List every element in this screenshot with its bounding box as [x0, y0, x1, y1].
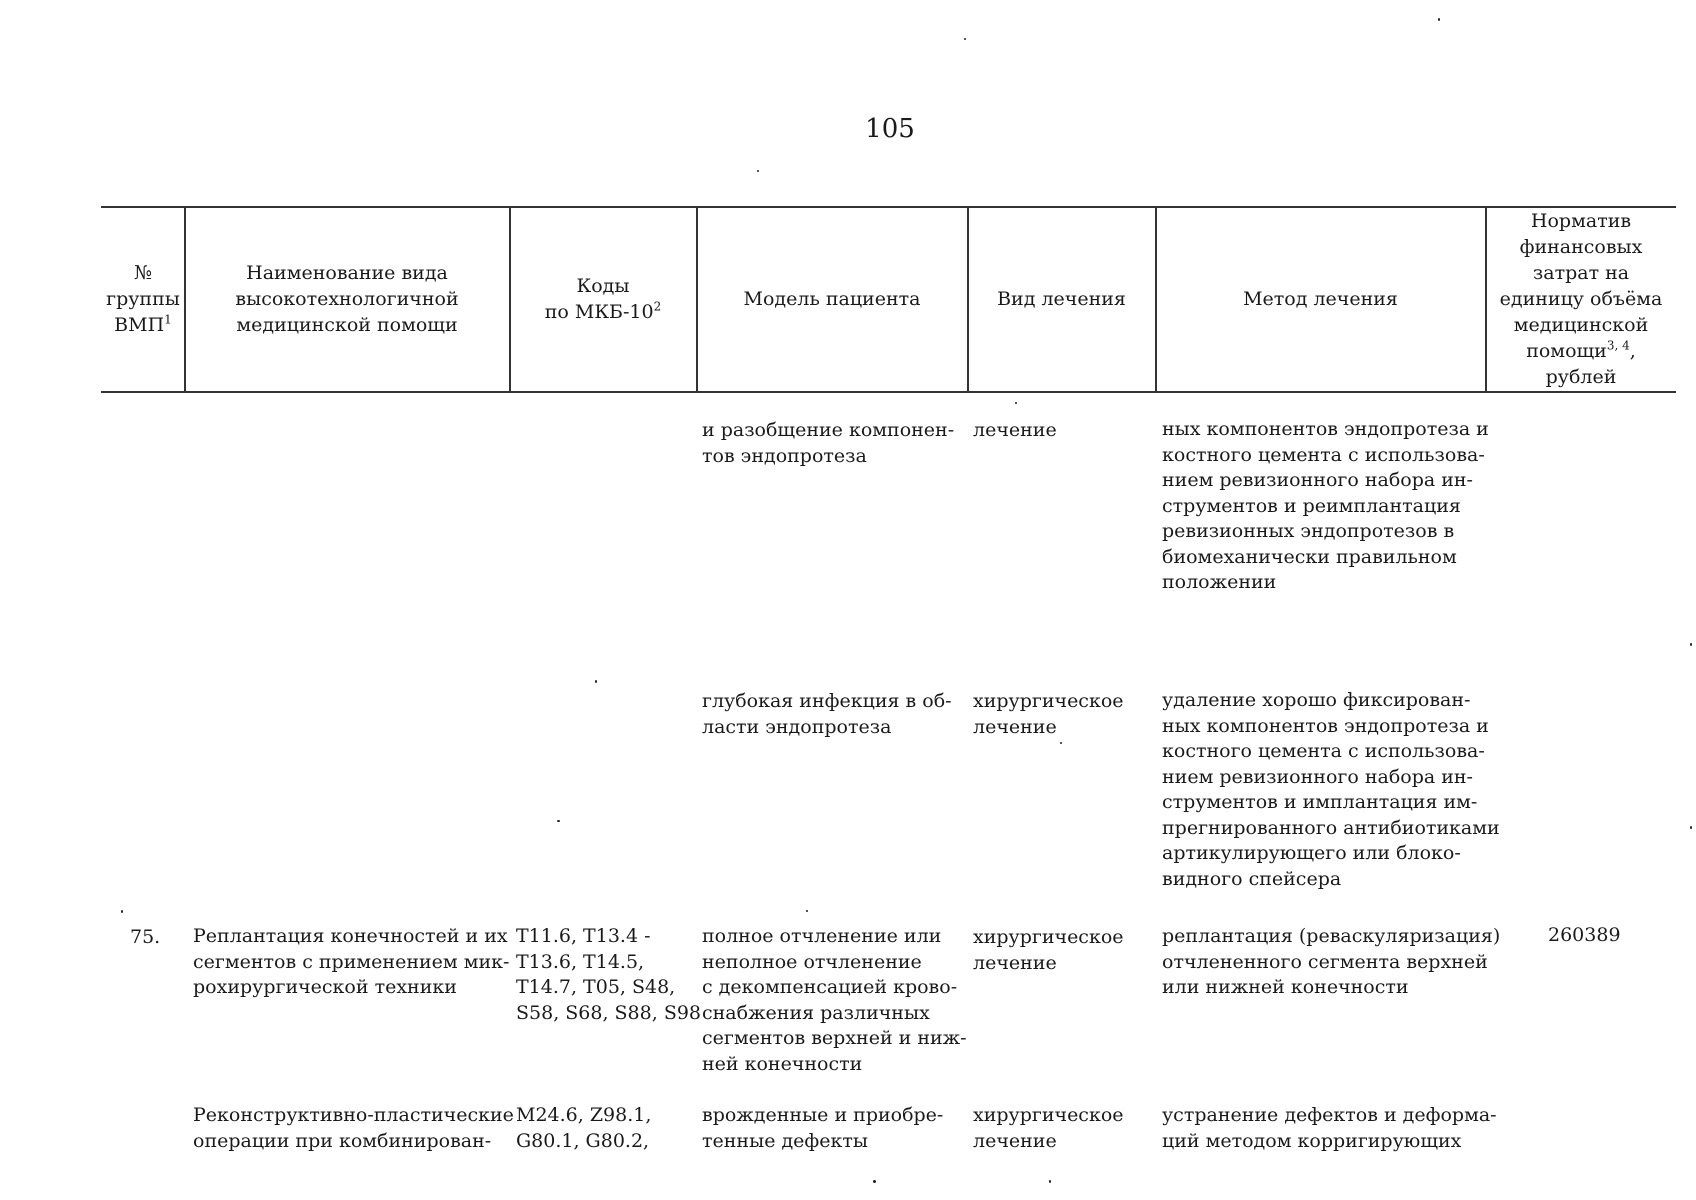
cell-treatment-type: хирургическое лечение [973, 1104, 1124, 1152]
header-patient-model: Модель пациента [743, 288, 921, 310]
header-cost-standard: Норматив финансовых затрат на единицу объёма медицинской помощи$^{3, 4}$, рублей [1499, 210, 1663, 388]
cell-icd-codes: T11.6, T13.4 - T13.6, T14.5, T14.7, T05, S48, S58, S68, S88, S98 [516, 925, 702, 1024]
scan-speck [595, 680, 597, 683]
page-number: 105 [865, 114, 915, 144]
cell-treatment-type: лечение [973, 419, 1057, 441]
scan-speck [806, 910, 808, 912]
cell-patient-model: полное отчленение или неполное отчленение с декомпенсацией крово- снабжения различных сегментов верхней и ниж- ней конечности [702, 925, 967, 1075]
cell-treatment-method: удаление хорошо фиксирован- ных компонентов эндопротеза и костного цемента с использова- нием ревизионного набора ин- струментов и имплантация им- прегнированного антибиотиками артикулирующего или блоко- видного спейсера [1162, 689, 1500, 890]
header-icd-codes: Коды по МКБ-$10^2$ [544, 275, 662, 323]
scan-speck [1690, 826, 1692, 829]
header-treatment-type: Вид лечения [997, 288, 1126, 310]
header-group-number: № группы ВМП$^1$ [106, 262, 180, 336]
scan-speck [873, 1180, 876, 1183]
scan-speck [1690, 643, 1692, 646]
cell-patient-model: врожденные и приобре- тенные дефекты [702, 1104, 944, 1152]
cell-treatment-type: хирургическое лечение [973, 926, 1124, 974]
scan-speck [1015, 402, 1017, 404]
cell-care-type-name: Реконструктивно-пластические операции при комбинирован- [193, 1104, 514, 1152]
cell-care-type-name: Реплантация конечностей и их сегментов с применением мик- рохирургической техники [193, 925, 510, 998]
scan-speck [557, 820, 560, 822]
cell-patient-model: и разобщение компонен- тов эндопротеза [702, 419, 955, 467]
scan-speck [964, 38, 966, 40]
scan-speck [121, 910, 123, 913]
cell-icd-codes: M24.6, Z98.1, G80.1, G80.2, [516, 1104, 652, 1152]
cell-treatment-method: ных компонентов эндопротеза и костного цемента с использова- нием ревизионного набора ин- струментов и реимплантация ревизионных эндопротезов в биомеханически правильном положении [1162, 418, 1489, 593]
cell-treatment-method: реплантация (реваскуляризация) отчлененного сегмента верхней или нижней конечности [1162, 925, 1501, 998]
scan-speck [1438, 18, 1440, 21]
header-care-type-name: Наименование вида высокотехнологичной медицинской помощи [235, 262, 459, 336]
scan-speck [757, 170, 759, 172]
cell-treatment-type: хирургическое лечение [973, 690, 1124, 738]
scan-speck [1060, 742, 1062, 744]
cell-patient-model: глубокая инфекция в об- ласти эндопротеза [702, 690, 952, 738]
scan-speck [1049, 1180, 1051, 1183]
cell-treatment-method: устранение дефектов и деформа- ций методом корригирующих [1162, 1104, 1497, 1152]
header-treatment-method: Метод лечения [1243, 288, 1398, 310]
cell-group-number: 75. [130, 926, 161, 948]
cell-cost-standard: 260389 [1548, 924, 1621, 946]
